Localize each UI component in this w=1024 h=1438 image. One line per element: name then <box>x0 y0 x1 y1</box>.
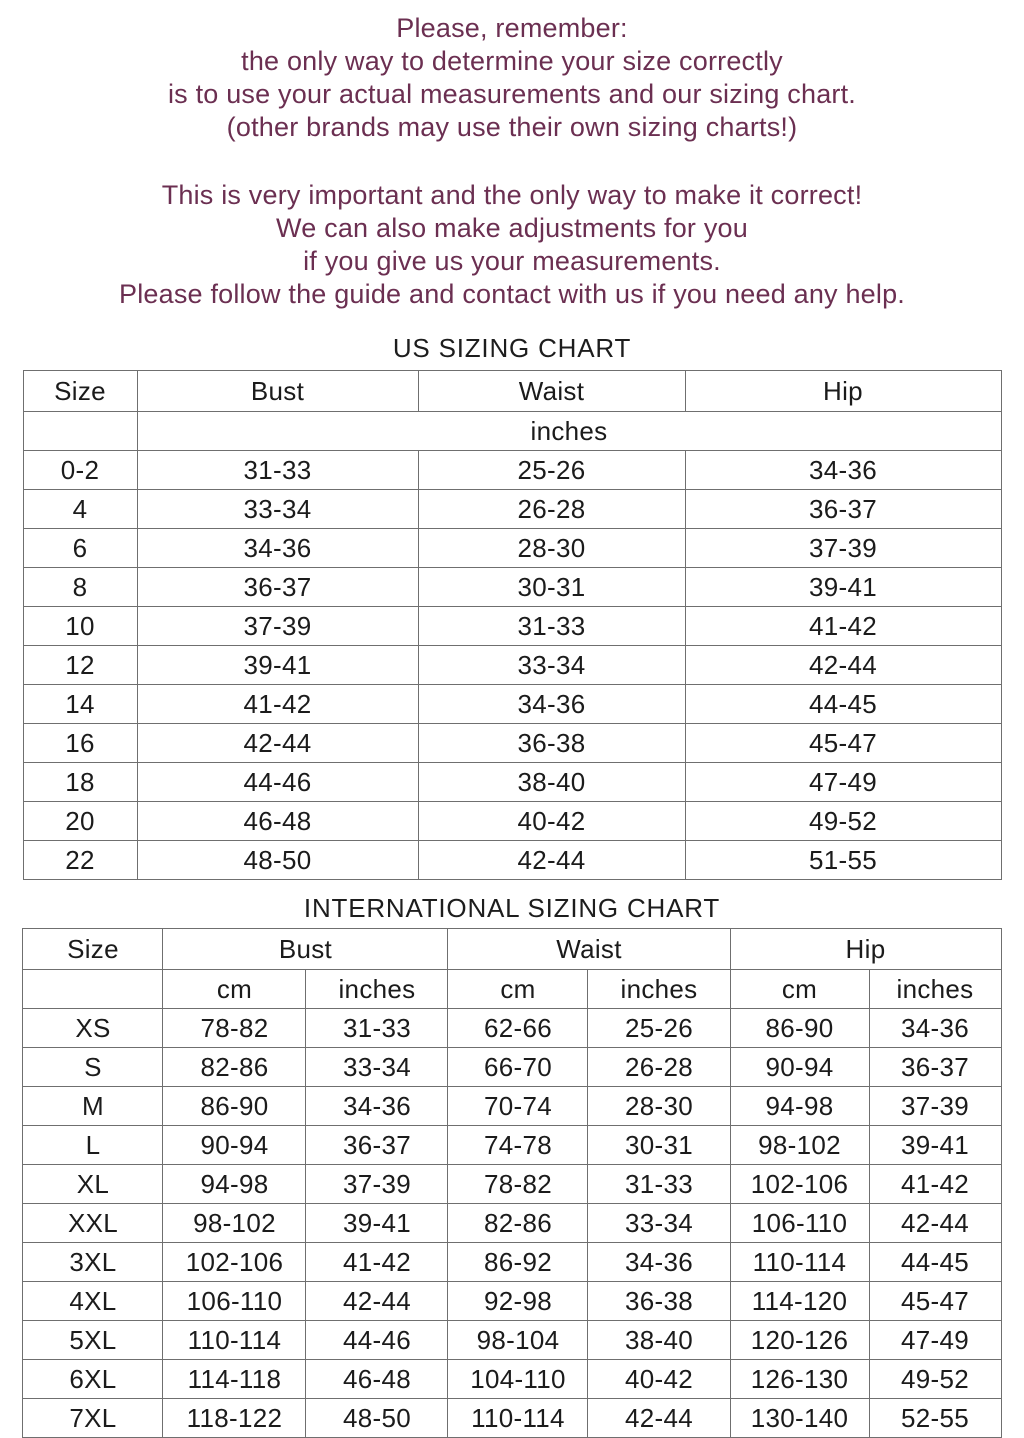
table-cell: 42-44 <box>137 724 418 763</box>
column-header-waist: Waist <box>418 371 685 412</box>
table-cell: 7XL <box>23 1399 163 1438</box>
table-cell: 126-130 <box>730 1360 869 1399</box>
table-cell: 86-90 <box>163 1087 306 1126</box>
table-cell: 33-34 <box>418 646 685 685</box>
table-cell: 31-33 <box>306 1009 448 1048</box>
table-cell: 74-78 <box>448 1126 588 1165</box>
us-chart-title: US SIZING CHART <box>392 333 632 363</box>
table-cell: 42-44 <box>588 1399 730 1438</box>
table-cell: 82-86 <box>163 1048 306 1087</box>
table-cell: 34-36 <box>306 1087 448 1126</box>
table-cell: 22 <box>23 841 137 880</box>
table-cell: 94-98 <box>163 1165 306 1204</box>
table-row <box>23 1048 1001 1087</box>
table-cell: 92-98 <box>448 1282 588 1321</box>
table-cell: 42-44 <box>418 841 685 880</box>
table-cell: 106-110 <box>730 1204 869 1243</box>
table-cell: 26-28 <box>418 490 685 529</box>
table-cell: 118-122 <box>163 1399 306 1438</box>
table-row <box>23 607 1001 646</box>
table-cell: 37-39 <box>306 1165 448 1204</box>
table-cell: 41-42 <box>685 607 1001 646</box>
table-cell: 45-47 <box>869 1282 1001 1321</box>
table-cell: 31-33 <box>137 451 418 490</box>
unit-label-inches: inches <box>306 970 448 1009</box>
table-cell: 78-82 <box>448 1165 588 1204</box>
table-cell: 31-33 <box>588 1165 730 1204</box>
table-cell: 82-86 <box>448 1204 588 1243</box>
table-cell: 44-45 <box>685 685 1001 724</box>
table-cell: 16 <box>23 724 137 763</box>
table-cell: 42-44 <box>685 646 1001 685</box>
table-cell: 3XL <box>23 1243 163 1282</box>
table-cell: 102-106 <box>730 1165 869 1204</box>
unit-label-cm: cm <box>163 970 306 1009</box>
table-cell: 86-90 <box>730 1009 869 1048</box>
table-row <box>23 1087 1001 1126</box>
table-row <box>23 685 1001 724</box>
table-cell: 37-39 <box>685 529 1001 568</box>
table-cell: 46-48 <box>306 1360 448 1399</box>
table-cell: XXL <box>23 1204 163 1243</box>
table-cell: 6 <box>23 529 137 568</box>
table-cell: 36-38 <box>418 724 685 763</box>
intro-line: the only way to determine your size correctly <box>241 46 783 76</box>
intro-line: Please, remember: <box>396 13 628 43</box>
table-row <box>23 1126 1001 1165</box>
table-cell: 49-52 <box>685 802 1001 841</box>
unit-label-inches: inches <box>869 970 1001 1009</box>
unit-label-inches: inches <box>137 412 1001 451</box>
table-cell: 42-44 <box>306 1282 448 1321</box>
table-cell: 30-31 <box>418 568 685 607</box>
table-row <box>23 646 1001 685</box>
table-cell: 0-2 <box>23 451 137 490</box>
table-cell: 110-114 <box>730 1243 869 1282</box>
unit-label-cm: cm <box>730 970 869 1009</box>
table-row <box>23 490 1001 529</box>
table-cell: 48-50 <box>137 841 418 880</box>
table-cell: 39-41 <box>685 568 1001 607</box>
table-row <box>23 1009 1001 1048</box>
table-row <box>23 1321 1001 1360</box>
intro-line: Please follow the guide and contact with us if you need any help. <box>118 279 905 309</box>
table-cell: 6XL <box>23 1360 163 1399</box>
table-cell: 90-94 <box>730 1048 869 1087</box>
table-cell: 34-36 <box>869 1009 1001 1048</box>
table-cell: 45-47 <box>685 724 1001 763</box>
unit-label-inches: inches <box>588 970 730 1009</box>
table-cell: S <box>23 1048 163 1087</box>
table-cell: 98-104 <box>448 1321 588 1360</box>
table-cell: 8 <box>23 568 137 607</box>
intl-header-row <box>23 929 1001 970</box>
table-row <box>23 1282 1001 1321</box>
table-cell: 46-48 <box>137 802 418 841</box>
table-row <box>23 1165 1001 1204</box>
column-header-hip: Hip <box>730 929 1001 970</box>
table-cell: 37-39 <box>137 607 418 646</box>
table-cell: 5XL <box>23 1321 163 1360</box>
column-header-waist: Waist <box>448 929 730 970</box>
table-cell: 33-34 <box>588 1204 730 1243</box>
table-cell: 39-41 <box>869 1126 1001 1165</box>
table-cell: 36-37 <box>869 1048 1001 1087</box>
table-cell: 31-33 <box>418 607 685 646</box>
table-cell: 39-41 <box>306 1204 448 1243</box>
table-cell: 25-26 <box>588 1009 730 1048</box>
table-cell: 41-42 <box>306 1243 448 1282</box>
column-header-size: Size <box>23 929 163 970</box>
table-cell: 33-34 <box>137 490 418 529</box>
table-cell: L <box>23 1126 163 1165</box>
table-cell: 38-40 <box>588 1321 730 1360</box>
table-row <box>23 451 1001 490</box>
table-cell: 102-106 <box>163 1243 306 1282</box>
table-row <box>23 841 1001 880</box>
table-cell: 36-37 <box>306 1126 448 1165</box>
intl-unit-row <box>23 970 1001 1009</box>
column-header-hip: Hip <box>685 371 1001 412</box>
us-table-body <box>23 451 1001 880</box>
table-cell: 90-94 <box>163 1126 306 1165</box>
column-header-bust: Bust <box>163 929 448 970</box>
us-sizing-table <box>23 370 1002 880</box>
table-cell: 38-40 <box>418 763 685 802</box>
table-cell: 36-37 <box>137 568 418 607</box>
table-cell: XS <box>23 1009 163 1048</box>
table-cell: 44-46 <box>306 1321 448 1360</box>
table-cell: 40-42 <box>588 1360 730 1399</box>
table-cell: 120-126 <box>730 1321 869 1360</box>
table-cell: 94-98 <box>730 1087 869 1126</box>
table-cell: 110-114 <box>448 1399 588 1438</box>
table-cell: 36-38 <box>588 1282 730 1321</box>
table-cell: 62-66 <box>448 1009 588 1048</box>
unit-label-cm: cm <box>448 970 588 1009</box>
table-row <box>23 568 1001 607</box>
table-cell: 18 <box>23 763 137 802</box>
table-cell: 41-42 <box>137 685 418 724</box>
intro-line: if you give us your measurements. <box>303 246 721 276</box>
table-cell: 28-30 <box>588 1087 730 1126</box>
table-cell: 41-42 <box>869 1165 1001 1204</box>
intro-line: (other brands may use their own sizing charts!) <box>226 112 798 142</box>
table-cell: 49-52 <box>869 1360 1001 1399</box>
table-cell: 114-120 <box>730 1282 869 1321</box>
table-cell: 70-74 <box>448 1087 588 1126</box>
table-cell: 47-49 <box>869 1321 1001 1360</box>
table-cell: XL <box>23 1165 163 1204</box>
table-cell: 20 <box>23 802 137 841</box>
table-cell: 104-110 <box>448 1360 588 1399</box>
table-cell: 114-118 <box>163 1360 306 1399</box>
intro-line: This is very important and the only way to make it correct! <box>161 180 863 210</box>
table-row <box>23 1204 1001 1243</box>
intro-line: is to use your actual measurements and our sizing chart. <box>167 79 857 109</box>
table-cell: 106-110 <box>163 1282 306 1321</box>
table-row <box>23 529 1001 568</box>
table-cell: 36-37 <box>685 490 1001 529</box>
table-row <box>23 1243 1001 1282</box>
table-cell: 44-46 <box>137 763 418 802</box>
international-chart-title: INTERNATIONAL SIZING CHART <box>303 893 721 923</box>
table-cell: 14 <box>23 685 137 724</box>
us-unit-row <box>23 412 1001 451</box>
table-cell: 4XL <box>23 1282 163 1321</box>
table-cell: 52-55 <box>869 1399 1001 1438</box>
table-row <box>23 802 1001 841</box>
column-header-bust: Bust <box>137 371 418 412</box>
table-cell: 10 <box>23 607 137 646</box>
table-cell: 130-140 <box>730 1399 869 1438</box>
table-row <box>23 763 1001 802</box>
table-cell: 66-70 <box>448 1048 588 1087</box>
table-cell: 78-82 <box>163 1009 306 1048</box>
table-cell: 44-45 <box>869 1243 1001 1282</box>
table-row <box>23 724 1001 763</box>
table-cell: 86-92 <box>448 1243 588 1282</box>
table-cell: 39-41 <box>137 646 418 685</box>
table-cell: 34-36 <box>137 529 418 568</box>
empty-cell <box>23 970 163 1009</box>
table-row <box>23 1360 1001 1399</box>
table-cell: M <box>23 1087 163 1126</box>
table-cell: 33-34 <box>306 1048 448 1087</box>
table-cell: 98-102 <box>730 1126 869 1165</box>
table-cell: 30-31 <box>588 1126 730 1165</box>
intro-line: We can also make adjustments for you <box>276 213 748 243</box>
table-cell: 34-36 <box>685 451 1001 490</box>
table-cell: 47-49 <box>685 763 1001 802</box>
table-cell: 25-26 <box>418 451 685 490</box>
table-cell: 110-114 <box>163 1321 306 1360</box>
us-header-row <box>23 371 1001 412</box>
table-cell: 4 <box>23 490 137 529</box>
table-cell: 37-39 <box>869 1087 1001 1126</box>
international-sizing-table <box>22 928 1001 1438</box>
table-cell: 51-55 <box>685 841 1001 880</box>
table-cell: 12 <box>23 646 137 685</box>
table-cell: 98-102 <box>163 1204 306 1243</box>
table-cell: 28-30 <box>418 529 685 568</box>
table-cell: 34-36 <box>588 1243 730 1282</box>
intro-text-block <box>0 0 1024 311</box>
intl-table-body <box>23 1009 1001 1438</box>
table-cell: 26-28 <box>588 1048 730 1087</box>
column-header-size: Size <box>23 371 137 412</box>
table-cell: 34-36 <box>418 685 685 724</box>
empty-cell <box>23 412 137 451</box>
table-cell: 42-44 <box>869 1204 1001 1243</box>
table-cell: 48-50 <box>306 1399 448 1438</box>
table-cell: 40-42 <box>418 802 685 841</box>
